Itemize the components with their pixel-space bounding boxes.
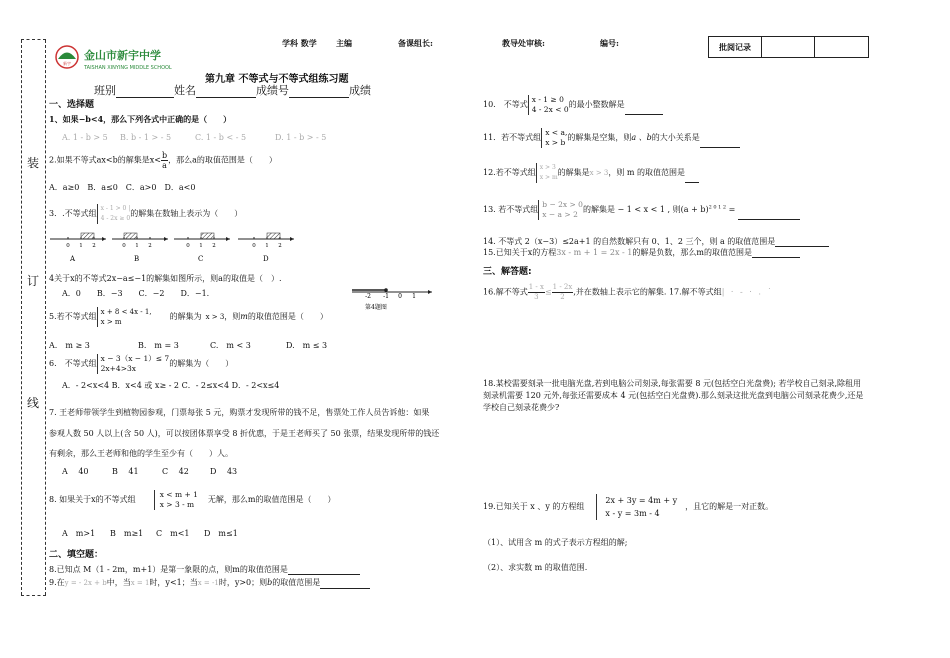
q3-tick: 1 [135, 243, 139, 249]
q3-tick: 1 [79, 243, 83, 249]
q15-line2: 15.已知关于x的方程3x - m + 1 = 2x - 1的解是负数，那么m的取值范围是 [483, 247, 800, 258]
svg-text:新宇: 新宇 [63, 61, 71, 66]
q18-line: 学校自己刻录花费少? [483, 403, 560, 412]
q6-stem: 6. 不等式组 x − 3（x − 1）≤ 7 2x+4>3x 的解集为（ ） [49, 354, 234, 373]
q5-opt: B. m = 3 [138, 341, 179, 350]
q5-opt: D. m ≤ 3 [286, 341, 328, 350]
q19-part1: （1）、试用含 m 的式子表示方程组的解; [483, 538, 628, 547]
q7-opt: A 40 [62, 467, 89, 476]
section-choice: 一、选择题 [49, 100, 95, 110]
section-fill: 二、填空题： [49, 550, 104, 560]
q3-line-a [50, 233, 106, 263]
q13-blank[interactable] [685, 182, 699, 183]
header-subject: 学科 数学 [282, 38, 317, 48]
q6-options: A．- 2<x<4 B．x<4 或 x≥ - 2 C．- 2≤x<4 D．- 2<x≤4 [62, 381, 280, 390]
q3-tick: 0 [186, 243, 190, 249]
q9-blank[interactable] [288, 574, 360, 575]
q16-stem: 16.解不等式 $\frac{1 - x}{3}$ ≤ $\frac{1 - 2x}{2}$ ,并在数轴上表示它的解集. 17.解不等式组| · ‑ · . ˙ [483, 283, 774, 301]
q4-tick: -1 [383, 293, 389, 300]
q7-opt: C 42 [162, 467, 189, 476]
q3-tick: 1 [199, 243, 203, 249]
q1-opt: D. 1 - b > - 5 [275, 133, 327, 142]
class-label: 班别 [94, 84, 116, 97]
q2-options: A．a≥0 B．a≤0 C．a>0 D．a<0 [49, 183, 196, 192]
q7-opt: D 43 [210, 467, 238, 476]
binding-char: 订 [27, 274, 40, 288]
header-editor: 主编 [336, 38, 352, 48]
review-record-table [708, 36, 869, 58]
q4-tick: 1 [412, 293, 416, 300]
q12-blank[interactable] [700, 147, 740, 148]
q1-stem: 1、如果−b<4，那么下列各式中正确的是（ ） [49, 114, 232, 124]
q11-blank[interactable] [625, 114, 663, 115]
q1-opt: A. 1 - b > 5 [62, 133, 108, 142]
q11-stem: 10. 不等式 x - 1 ≥ 0 4 - 2x < 0 的最小整数解是 [483, 95, 663, 115]
q18-line: 刻录机需要 120 元外,每张还需要成本 4 元(包括空白光盘费).那么刻录这批光盘到电脑公司刻录花费少,还是 [483, 391, 864, 400]
header-number: 编号: [600, 38, 619, 48]
logo-cn: 金山市新宇中学 [84, 49, 161, 62]
q12-stem: 11．若不等式组 x < a, x > b 的解集是空集，则a 、b的大小关系是 [483, 128, 740, 148]
q3-label: B [134, 255, 140, 263]
q2-fraction: $\frac{b}{a}$ [161, 151, 168, 170]
q3-tick: 2 [148, 243, 152, 249]
q9-stem: 8.已知点 M（1 - 2m，m+1）是第一象限的点，则m的取值范围是 [49, 564, 360, 575]
school-logo [54, 42, 214, 76]
class-blank[interactable] [116, 97, 174, 98]
binding-char: 线 [27, 396, 40, 410]
q14-stem: 13. 若不等式组 b − 2x > 0 x − a > 2 的解集是 − 1 < x < 1 , 则$(a + b)^{2 0 1 2}$ = [483, 200, 800, 220]
review-cell [762, 37, 815, 57]
q3-stem: 3．.不等式组 x - 1 > 0 | 4 - 2x ≥ 0 的解集在数轴上表示为（ ） [49, 205, 243, 222]
q8-opt: B m≥1 [110, 529, 144, 538]
seat-blank[interactable] [289, 97, 349, 98]
q3-tick: 0 [252, 243, 256, 249]
q3-tick: 2 [278, 243, 282, 249]
q3-line-b [112, 233, 168, 263]
logo-en: TAISHAN XINYING MIDDLE SCHOOL [84, 65, 172, 71]
q4-figure [350, 286, 435, 312]
q3-label: C [198, 255, 204, 263]
q4-tick: -2 [365, 293, 371, 300]
q15-blank2[interactable] [752, 257, 800, 258]
q3-tick: 1 [265, 243, 269, 249]
name-label: 姓名 [174, 84, 196, 97]
q4-options: A．0 B．−3 C．−2 D．−1. [62, 289, 210, 298]
page-title: 第九章 不等式与不等式组练习题 [205, 74, 349, 85]
name-blank[interactable] [196, 97, 256, 98]
q10-stem: 9.在y = - 2x + b中，当x = 1时，y<1；当x = -1时，y>0；则b的取值范围是 [49, 577, 370, 589]
section-solve: 三、解答题: [483, 267, 532, 277]
q14-blank[interactable] [738, 219, 800, 220]
q7-line: 7. 王老师带领学生到植物园参观，门票每张 5 元，购票才发现所带的钱不足，售票处工作人员告诉他：如果 [49, 408, 430, 417]
q19-part2: （2）、求实数 m 的取值范围. [483, 563, 588, 572]
q3-numberlines [48, 227, 298, 265]
q7-opt: B 41 [112, 467, 139, 476]
q7-line: 有剩余，那么王老师和他的学生至少有（ ）人。 [49, 449, 233, 458]
q3-label: A [70, 255, 76, 263]
q1-opt: C. 1 - b < - 5 [195, 133, 247, 142]
q5-opt: C. m < 3 [210, 341, 251, 350]
q8-opt: D m≤1 [204, 529, 238, 538]
q8-opt: A m>1 [62, 529, 96, 538]
q15-line1: 14. 不等式 2（x−3）≤2a+1 的自然数解只有 0、1、2 三个，则 a 的取值范围是 [483, 236, 829, 247]
q3-line-c [174, 233, 230, 263]
q5-opt: A. m ≥ 3 [49, 341, 90, 350]
q3-tick: 0 [122, 243, 126, 249]
q4-caption: 第4题图 [365, 304, 387, 311]
review-cell [815, 37, 868, 57]
q5-stem: 5.若不等式组 x + 8 < 4x - 1, x > m 的解集为 x > 3，则m的取值范围是（ ） [49, 308, 328, 326]
q8-opt: C m<1 [156, 529, 190, 538]
q13-stem: 12.若不等式组 x > 3 x > m 的解集是x > 3，则 m 的取值范围是 [483, 163, 699, 183]
q3-line-d [238, 233, 294, 263]
score-label: 成绩 [349, 84, 371, 97]
binding-margin [21, 40, 46, 595]
header-group-leader: 备课组长: [398, 38, 433, 48]
info-line [94, 82, 371, 98]
q4-tick: 0 [398, 293, 402, 300]
q3-tick: 0 [66, 243, 70, 249]
binding-char: 装 [27, 156, 40, 170]
q18-line: 18.某校需要刻录一批电脑光盘,若到电脑公司刻录,每张需要 8 元(包括空白光盘费); 若学校自己刻录,除租用 [483, 379, 862, 388]
q2-stem: 2.如果不等式ax<b的解集是x< $\frac{b}{a}$ ，那么a的取值范围是（ ） [49, 151, 277, 170]
q3-tick: 2 [92, 243, 96, 249]
q1-opt: B. b - 1 > - 5 [120, 133, 172, 142]
review-label: 批阅记录 [709, 37, 762, 57]
q19-stem: 19.已知关于 x 、y 的方程组 2x + 3y = 4m + y x - y = 3m - 4 ，且它的解是一对正数。 [483, 496, 774, 518]
q8-stem: 8. 如果关于x的不等式组 x < m + 1 x > 3 - m 无解，那么m的取值范围是（ ） [49, 490, 336, 509]
header-dean: 教导处审核: [502, 38, 545, 48]
q3-tick: 2 [212, 243, 216, 249]
q7-line: 参观人数 50 人以上(含 50 人)，可以按团体票享受 8 折优惠，于是王老师买了 50 张票，结果发现所带的钱还 [49, 429, 440, 438]
q3-label: D [263, 255, 269, 263]
seat-label: 成绩号 [256, 84, 289, 97]
q10-blank[interactable] [320, 588, 370, 589]
q4-stem: 4关于x的不等式2x−a≤−1的解集如图所示，则a的取值是（ ）. [49, 274, 282, 283]
